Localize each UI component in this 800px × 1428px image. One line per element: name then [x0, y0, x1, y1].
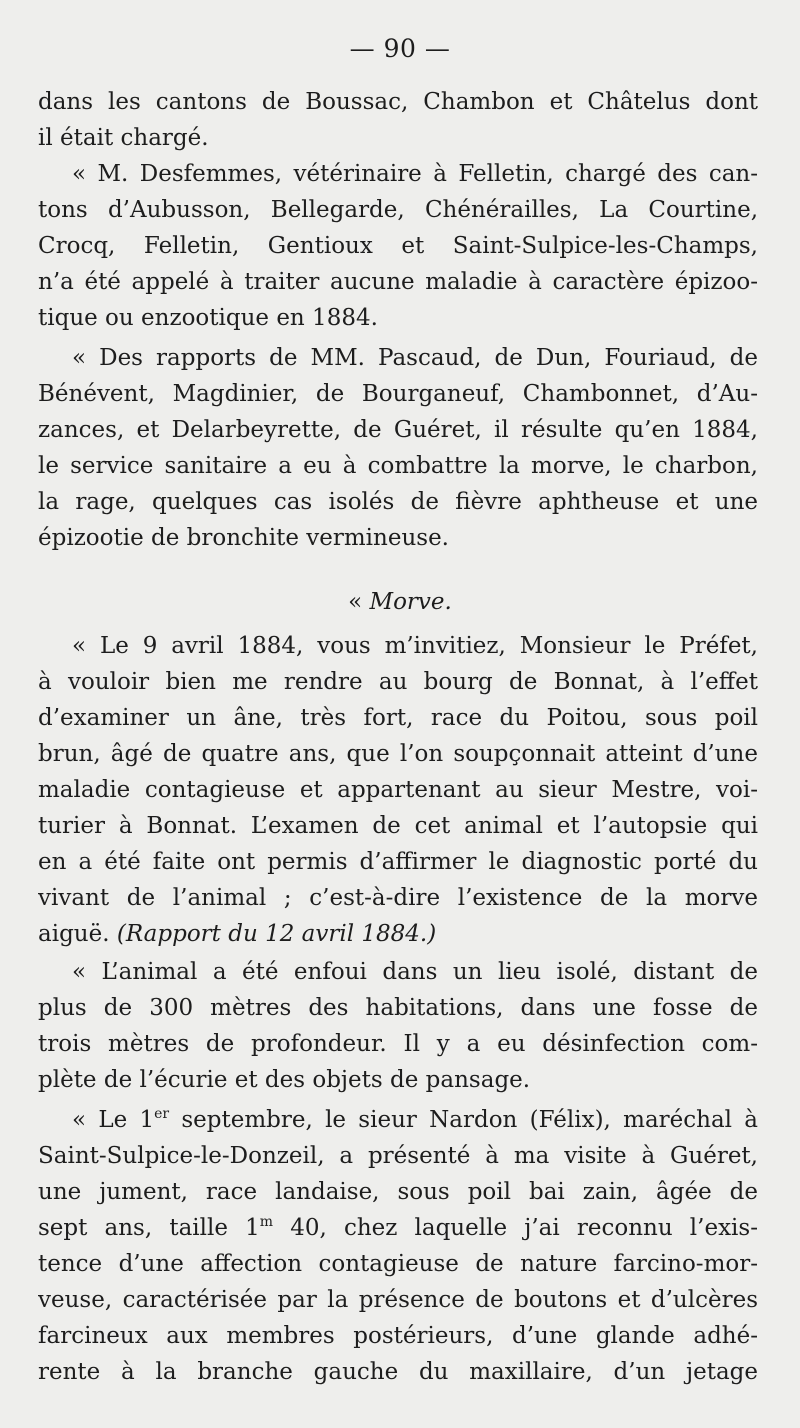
text-line: plète de l’écurie et des objets de pansage.: [38, 1067, 531, 1093]
text-line: dans les cantons de Boussac, Chambon et Châtelus dont: [38, 89, 758, 115]
text-line: Crocq, Felletin, Gentioux et Saint-Sulpice-les-Champs,: [38, 233, 758, 259]
text-line: d’examiner un âne, très fort, race du Poitou, sous poil: [38, 705, 758, 731]
text-line: turier à Bonnat. L’examen de cet animal et l’autopsie qui: [38, 813, 758, 839]
text-line: la rage, quelques cas isolés de fièvre aphtheuse et une: [38, 489, 758, 515]
text-line: Bénévent, Magdinier, de Bourganeuf, Chambonnet, d’Au-: [38, 381, 758, 407]
text-segment: sept ans, taille 1: [38, 1215, 260, 1241]
page-number: — 90 —: [349, 34, 451, 63]
text-line: en a été faite ont permis d’affirmer le diagnostic porté du: [38, 849, 758, 875]
text-line: farcineux aux membres postérieurs, d’une glande adhé-: [38, 1323, 758, 1349]
text-line: [38, 1210, 758, 1246]
text-segment: aiguë.: [38, 921, 117, 947]
text-line: n’a été appelé à traiter aucune maladie à caractère épizoo-: [38, 269, 758, 295]
section-heading: [0, 584, 800, 620]
text-segment: 40, chez laquelle j’ai reconnu l’exis-: [273, 1215, 758, 1241]
text-line: « L’animal a été enfoui dans un lieu isolé, distant de: [72, 959, 758, 985]
text-line: rente à la branche gauche du maxillaire, d’un jetage: [38, 1359, 758, 1385]
text-line: tique ou enzootique en 1884.: [38, 305, 378, 331]
text-line: tence d’une affection contagieuse de nature farcino-mor-: [38, 1251, 758, 1277]
text-line: plus de 300 mètres des habitations, dans une fosse de: [38, 995, 758, 1021]
text-line: Saint-Sulpice-le-Donzeil, a présenté à ma visite à Guéret,: [38, 1143, 758, 1169]
text-line: maladie contagieuse et appartenant au sieur Mestre, voi-: [38, 777, 758, 803]
text-line: [38, 916, 758, 952]
heading-text: Morve.: [369, 589, 452, 615]
text-line: épizootie de bronchite vermineuse.: [38, 525, 449, 551]
text-line: vivant de l’animal ; c’est-à-dire l’existence de la morve: [38, 885, 758, 911]
heading-quote: «: [348, 589, 370, 615]
text-line: veuse, caractérisée par la présence de boutons et d’ulcères: [38, 1287, 758, 1313]
superscript: m: [259, 1214, 274, 1230]
text-line: « M. Desfemmes, vétérinaire à Felletin, chargé des can-: [72, 161, 758, 187]
text-line: une jument, race landaise, sous poil bai zain, âgée de: [38, 1179, 758, 1205]
text-line: brun, âgé de quatre ans, que l’on soupçonnait atteint d’une: [38, 741, 758, 767]
text-line: tons d’Aubusson, Bellegarde, Chénérailles, La Courtine,: [38, 197, 758, 223]
text-line: à vouloir bien me rendre au bourg de Bonnat, à l’effet: [38, 669, 758, 695]
text-line: [72, 1102, 758, 1138]
text-line: trois mètres de profondeur. Il y a eu désinfection com-: [38, 1031, 758, 1057]
text-segment: septembre, le sieur Nardon (Félix), maréchal à: [169, 1107, 758, 1133]
text-line: « Le 9 avril 1884, vous m’invitiez, Monsieur le Préfet,: [72, 633, 758, 659]
report-citation: (Rapport du 12 avril 1884.): [116, 921, 437, 947]
text-line: le service sanitaire a eu à combattre la morve, le charbon,: [38, 453, 758, 479]
text-line: zances, et Delarbeyrette, de Guéret, il résulte qu’en 1884,: [38, 417, 758, 443]
text-segment: « Le 1: [72, 1107, 155, 1133]
superscript: er: [154, 1106, 170, 1122]
text-line: il était chargé.: [38, 125, 209, 151]
text-line: « Des rapports de MM. Pascaud, de Dun, Fouriaud, de: [72, 345, 758, 371]
